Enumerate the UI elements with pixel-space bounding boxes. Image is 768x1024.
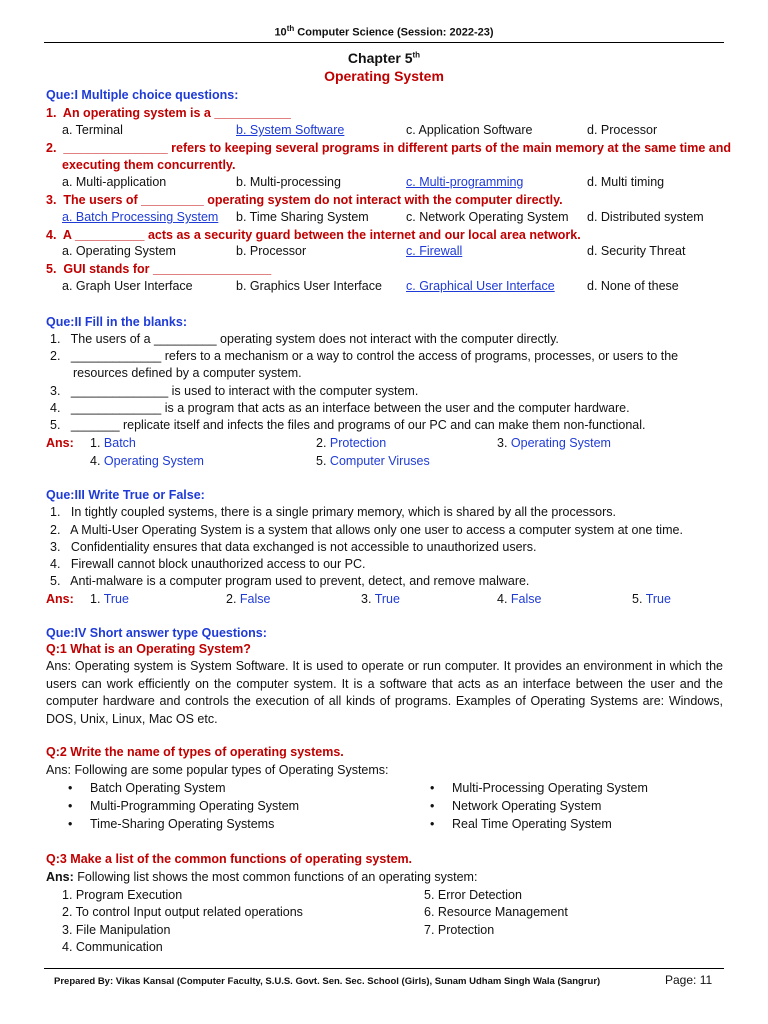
option: d. None of these [587,279,679,293]
tf-item-1: 1. In tightly coupled systems, there is a single primary memory, which is shared by all the processors. [50,505,616,519]
option: b. Time Sharing System [236,210,369,224]
fill-item-3: 3. ______________ is used to interact with the computer system. [50,384,419,398]
short-question-1: Q:1 What is an Operating System? [46,642,251,656]
option-correct: c. Multi-programming [406,175,524,189]
os-type-item: • Multi-Processing Operating System [452,781,648,795]
mcq-question-2-cont: executing them concurrently. [62,158,236,172]
short-question-3: Q:3 Make a list of the common functions of operating system. [46,852,413,866]
tf-answer-2: 2. False [226,592,271,606]
option: b. Processor [236,244,307,258]
mcq-options-5 [0,279,768,296]
os-function-item: 1. Program Execution [62,888,183,902]
option: b. Multi-processing [236,175,341,189]
option: c. Network Operating System [406,210,569,224]
footer-credit: Prepared By: Vikas Kansal (Computer Faculty, S.U.S. Govt. Sen. Sec. School (Girls), Sunam Udham Singh Wala (Sangrur) [54,976,601,987]
option: a. Graph User Interface [62,279,193,293]
os-function-item: 4. Communication [62,940,163,954]
os-type-item: • Multi-Programming Operating System [90,799,299,813]
os-type-item: • Network Operating System [452,799,601,813]
fill-answer-3: 3. Operating System [497,436,611,450]
tf-item-3: 3. Confidentiality ensures that data exchanged is not accessible to unauthorized users. [50,540,537,554]
mcq-question-4: 4. A __________ acts as a security guard between the internet and our local area network. [46,228,581,242]
os-function-item: 5. Error Detection [424,888,522,902]
option: a. Terminal [62,123,123,137]
header-rule [44,42,724,43]
tf-item-4: 4. Firewall cannot block unauthorized access to our PC. [50,557,366,571]
option: a. Operating System [62,244,176,258]
fill-item-5: 5. _______ replicate itself and infects the files and programs of our PC and can make them non-functional. [50,418,646,432]
option-correct: b. System Software [236,123,345,137]
short-answer-3-intro: Ans: Following list shows the most common functions of an operating system: [46,870,478,884]
os-function-item: 6. Resource Management [424,905,568,919]
section-short-heading: Que:IV Short answer type Questions: [46,626,267,640]
tf-item-2: 2. A Multi-User Operating System is a system that allows only one user to access a computer system at one time. [50,523,683,537]
option: d. Processor [587,123,658,137]
fill-answer-4: 4. Operating System [90,454,204,468]
mcq-question-5: 5. GUI stands for _________________ [46,262,272,276]
mcq-question-3: 3. The users of _________ operating system do not interact with the computer directly. [46,193,563,207]
os-type-item: • Time-Sharing Operating Systems [90,817,274,831]
tf-answer-5: 5. True [632,592,671,606]
section-mcq-heading: Que:I Multiple choice questions: [46,88,239,102]
option-correct: a. Batch Processing System [62,210,219,224]
option: d. Distributed system [587,210,704,224]
fill-answer-2: 2. Protection [316,436,387,450]
fill-answer-1: 1. Batch [90,436,136,450]
os-function-item: 7. Protection [424,923,495,937]
tf-answer-3: 3. True [361,592,400,606]
option-correct: c. Graphical User Interface [406,279,555,293]
fill-answer-5: 5. Computer Viruses [316,454,430,468]
tf-item-5: 5. Anti-malware is a computer program used to prevent, detect, and remove malware. [50,574,530,588]
document-header: 10th Computer Science (Session: 2022-23) [274,24,494,39]
short-answer-2-intro: Ans: Following are some popular types of Operating Systems: [46,763,389,777]
section-fill-heading: Que:II Fill in the blanks: [46,315,187,329]
mcq-question-1: 1. An operating system is a ___________ [46,106,291,120]
mcq-options-2 [0,175,768,192]
fill-item-2-cont: resources defined by a computer system. [73,366,302,380]
chapter-number: Chapter 5th [347,50,421,66]
option: a. Multi-application [62,175,167,189]
short-answer-1: Ans: Operating system is System Software. It is used to operate or run computer. It provides an environment in which the users can work efficiently on the computer system. It is a software that acts as an interface between the user and the computer hardware and controls the execution of all kinds of programs. Examples of Operating Systems are: Windows, DOS, Unix, Linux, Mac OS etc. [46,659,723,726]
mcq-options-4 [0,244,768,261]
tf-answer-4: 4. False [497,592,542,606]
os-type-item: • Real Time Operating System [452,817,612,831]
mcq-options-1 [0,123,768,140]
option: d. Security Threat [587,244,686,258]
option-correct: c. Firewall [406,244,463,258]
mcq-question-2: 2. _______________ refers to keeping several programs in different parts of the main memory at the same time and [46,141,732,155]
os-function-item: 3. File Manipulation [62,923,171,937]
page-number: Page: 11 [665,973,713,987]
footer-rule [44,968,724,969]
option: c. Application Software [406,123,533,137]
option: b. Graphics User Interface [236,279,382,293]
fill-item-4: 4. _____________ is a program that acts as an interface between the user and the computer hardware. [50,401,630,415]
fill-answers-label: Ans: [46,436,74,450]
fill-item-2: 2. _____________ refers to a mechanism or a way to control the access of programs, processes, or users to the [50,349,679,363]
tf-answer-1: 1. True [90,592,129,606]
mcq-options-3 [0,210,768,227]
short-question-2: Q:2 Write the name of types of operating systems. [46,745,344,759]
chapter-title: Operating System [324,68,444,84]
fill-item-1: 1. The users of a _________ operating system does not interact with the computer directly. [50,332,559,346]
os-type-item: • Batch Operating System [90,781,225,795]
option: d. Multi timing [587,175,665,189]
tf-answers-label: Ans: [46,592,74,606]
section-tf-heading: Que:III Write True or False: [46,488,205,502]
os-function-item: 2. To control Input output related operations [62,905,303,919]
